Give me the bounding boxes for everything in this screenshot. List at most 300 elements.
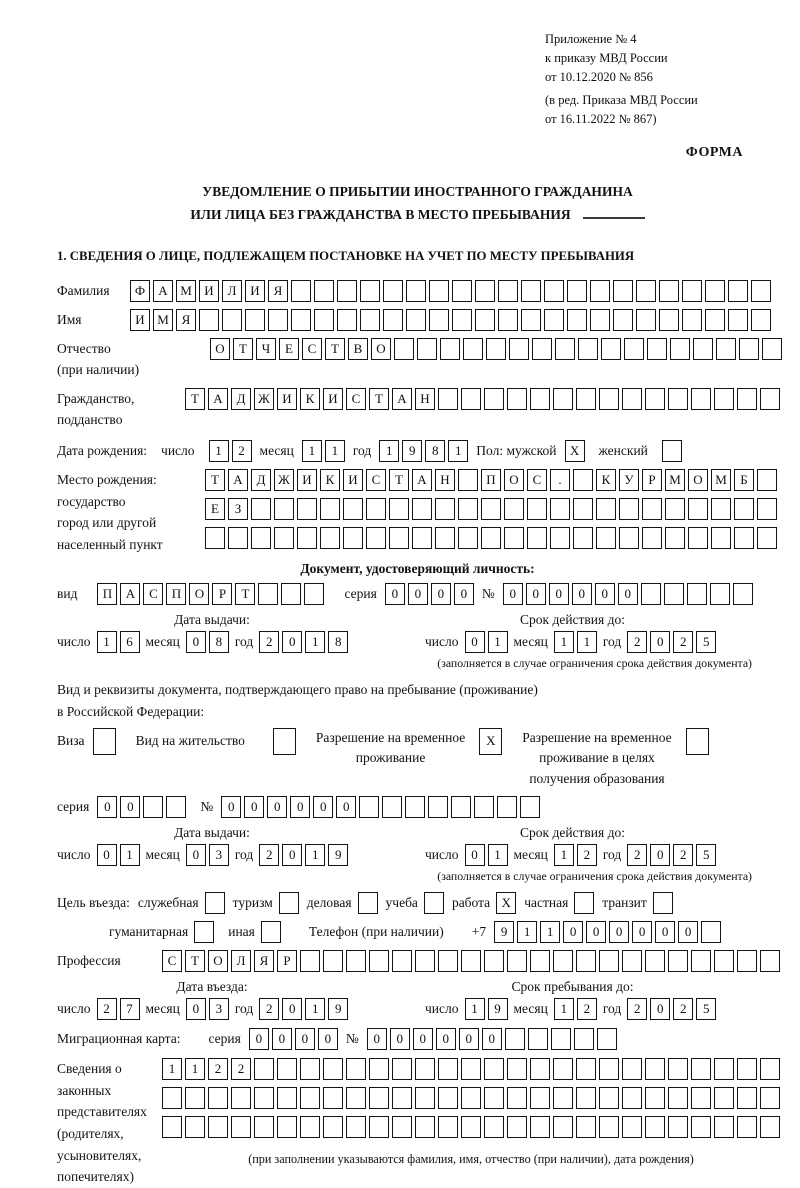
representatives-cell[interactable] xyxy=(185,1116,205,1138)
profession-cell[interactable]: О xyxy=(208,950,228,972)
stay-doc-number-cell[interactable]: 0 xyxy=(313,796,333,818)
representatives-cell[interactable] xyxy=(323,1058,343,1080)
entry-year-cell[interactable]: 9 xyxy=(328,998,348,1020)
birthdate-day-cell[interactable]: 1 xyxy=(209,440,229,462)
stay-doc-number-cell[interactable]: 0 xyxy=(290,796,310,818)
birthplace-cell[interactable] xyxy=(343,527,363,549)
valid-day-cell[interactable]: 0 xyxy=(465,631,485,653)
birthplace-cell[interactable] xyxy=(734,498,754,520)
profession-cell[interactable] xyxy=(530,950,550,972)
stay-doc-number-cell[interactable] xyxy=(382,796,402,818)
profession-cell[interactable] xyxy=(576,950,596,972)
birthplace-cell[interactable]: А xyxy=(228,469,248,491)
birthplace-cell[interactable] xyxy=(619,527,639,549)
profession-cell[interactable] xyxy=(760,950,780,972)
identity-doc-number-cell[interactable] xyxy=(733,583,753,605)
issue-month-cell[interactable]: 8 xyxy=(209,631,229,653)
profession-cell[interactable] xyxy=(507,950,527,972)
given-name-cell[interactable] xyxy=(383,309,403,331)
patronymic-cell[interactable] xyxy=(440,338,460,360)
surname-cell[interactable] xyxy=(337,280,357,302)
stay-doc-series-cell[interactable]: 0 xyxy=(120,796,140,818)
birthplace-cell[interactable]: М xyxy=(665,469,685,491)
citizenship-cell[interactable]: И xyxy=(323,388,343,410)
given-name-cell[interactable] xyxy=(360,309,380,331)
surname-cell[interactable] xyxy=(751,280,771,302)
representatives-cell[interactable] xyxy=(530,1116,550,1138)
representatives-cell[interactable] xyxy=(599,1058,619,1080)
representatives-cell[interactable] xyxy=(576,1087,596,1109)
birthplace-cell[interactable] xyxy=(412,527,432,549)
birthplace-cell[interactable]: А xyxy=(412,469,432,491)
surname-cell[interactable] xyxy=(291,280,311,302)
representatives-cell[interactable] xyxy=(622,1116,642,1138)
representatives-cell[interactable] xyxy=(254,1087,274,1109)
entry-day-cell[interactable]: 2 xyxy=(97,998,117,1020)
surname-cell[interactable] xyxy=(498,280,518,302)
identity-doc-kind-cell[interactable]: Т xyxy=(235,583,255,605)
given-name-cell[interactable] xyxy=(337,309,357,331)
birthplace-cell[interactable]: Р xyxy=(642,469,662,491)
birthplace-cell[interactable] xyxy=(596,527,616,549)
temp-residence-checkbox-cell[interactable]: X xyxy=(479,728,502,755)
representatives-cell[interactable] xyxy=(737,1087,757,1109)
migration-card-series-cell[interactable]: 0 xyxy=(249,1028,269,1050)
identity-doc-kind-cell[interactable]: С xyxy=(143,583,163,605)
given-name-cell[interactable] xyxy=(682,309,702,331)
representatives-cell[interactable] xyxy=(691,1058,711,1080)
given-name-cell[interactable] xyxy=(475,309,495,331)
surname-cell[interactable] xyxy=(705,280,725,302)
given-name-cell[interactable] xyxy=(245,309,265,331)
given-name-cell[interactable] xyxy=(728,309,748,331)
surname-cell[interactable]: Ф xyxy=(130,280,150,302)
issue-year-cell[interactable]: 1 xyxy=(305,631,325,653)
profession-cell[interactable] xyxy=(645,950,665,972)
representatives-cell[interactable] xyxy=(346,1058,366,1080)
identity-doc-number-cell[interactable]: 0 xyxy=(595,583,615,605)
birthplace-cell[interactable] xyxy=(297,498,317,520)
given-name-cell[interactable]: Я xyxy=(176,309,196,331)
identity-doc-number-cell[interactable]: 0 xyxy=(526,583,546,605)
entry-year-cell[interactable]: 0 xyxy=(282,998,302,1020)
patronymic-cell[interactable] xyxy=(739,338,759,360)
surname-cell[interactable]: А xyxy=(153,280,173,302)
valid-day-cell[interactable]: 0 xyxy=(465,844,485,866)
identity-doc-number-cell[interactable] xyxy=(641,583,661,605)
given-name-cell[interactable] xyxy=(314,309,334,331)
profession-cell[interactable] xyxy=(346,950,366,972)
migration-card-number-cell[interactable]: 0 xyxy=(413,1028,433,1050)
birthplace-cell[interactable] xyxy=(619,498,639,520)
representatives-cell[interactable] xyxy=(484,1116,504,1138)
identity-doc-kind-cell[interactable]: П xyxy=(166,583,186,605)
issue-month-cell[interactable]: 0 xyxy=(186,631,206,653)
birthplace-cell[interactable] xyxy=(504,498,524,520)
visa-checkbox-cell[interactable] xyxy=(93,728,116,755)
birthplace-cell[interactable] xyxy=(458,469,478,491)
surname-cell[interactable] xyxy=(475,280,495,302)
valid-year-cell[interactable]: 2 xyxy=(627,631,647,653)
representatives-cell[interactable] xyxy=(553,1087,573,1109)
patronymic-cell[interactable]: О xyxy=(210,338,230,360)
citizenship-cell[interactable]: Т xyxy=(369,388,389,410)
representatives-cell[interactable] xyxy=(254,1058,274,1080)
representatives-cell[interactable] xyxy=(185,1087,205,1109)
given-name-cell[interactable] xyxy=(498,309,518,331)
surname-cell[interactable] xyxy=(406,280,426,302)
birthplace-cell[interactable] xyxy=(573,498,593,520)
birthplace-cell[interactable] xyxy=(205,527,225,549)
birthplace-cell[interactable]: З xyxy=(228,498,248,520)
given-name-cell[interactable] xyxy=(199,309,219,331)
birthplace-cell[interactable] xyxy=(366,498,386,520)
stay-doc-number-cell[interactable]: 0 xyxy=(336,796,356,818)
patronymic-cell[interactable]: Ч xyxy=(256,338,276,360)
purpose-study-checkbox-cell[interactable] xyxy=(424,892,444,914)
representatives-cell[interactable] xyxy=(254,1116,274,1138)
given-name-cell[interactable] xyxy=(659,309,679,331)
given-name-cell[interactable] xyxy=(452,309,472,331)
patronymic-cell[interactable] xyxy=(509,338,529,360)
representatives-cell[interactable] xyxy=(668,1087,688,1109)
representatives-cell[interactable] xyxy=(737,1116,757,1138)
birthplace-cell[interactable] xyxy=(297,527,317,549)
citizenship-cell[interactable] xyxy=(507,388,527,410)
birthdate-year-cell[interactable]: 1 xyxy=(379,440,399,462)
identity-doc-series-cell[interactable]: 0 xyxy=(385,583,405,605)
purpose-other-checkbox-cell[interactable] xyxy=(261,921,281,943)
representatives-cell[interactable] xyxy=(277,1087,297,1109)
representatives-cell[interactable] xyxy=(668,1058,688,1080)
issue-month-cell[interactable]: 3 xyxy=(209,844,229,866)
migration-card-series-cell[interactable]: 0 xyxy=(295,1028,315,1050)
representatives-cell[interactable] xyxy=(507,1058,527,1080)
representatives-cell[interactable] xyxy=(438,1116,458,1138)
surname-cell[interactable] xyxy=(682,280,702,302)
patronymic-cell[interactable] xyxy=(670,338,690,360)
birthplace-cell[interactable] xyxy=(688,498,708,520)
valid-month-cell[interactable]: 1 xyxy=(554,631,574,653)
identity-doc-kind-cell[interactable]: О xyxy=(189,583,209,605)
representatives-cell[interactable] xyxy=(599,1116,619,1138)
patronymic-cell[interactable] xyxy=(417,338,437,360)
representatives-cell[interactable] xyxy=(461,1058,481,1080)
stay-day-cell[interactable]: 9 xyxy=(488,998,508,1020)
representatives-cell[interactable] xyxy=(208,1116,228,1138)
phone-digit-cell[interactable]: 0 xyxy=(632,921,652,943)
surname-cell[interactable]: И xyxy=(199,280,219,302)
identity-doc-number-cell[interactable] xyxy=(664,583,684,605)
birthdate-year-cell[interactable]: 8 xyxy=(425,440,445,462)
birthplace-cell[interactable] xyxy=(274,527,294,549)
citizenship-cell[interactable]: А xyxy=(208,388,228,410)
representatives-cell[interactable] xyxy=(484,1058,504,1080)
issue-day-cell[interactable]: 0 xyxy=(97,844,117,866)
surname-cell[interactable] xyxy=(728,280,748,302)
citizenship-cell[interactable] xyxy=(714,388,734,410)
representatives-cell[interactable] xyxy=(714,1058,734,1080)
issue-month-cell[interactable]: 0 xyxy=(186,844,206,866)
birthplace-cell[interactable] xyxy=(481,527,501,549)
birthplace-cell[interactable] xyxy=(412,498,432,520)
stay-month-cell[interactable]: 1 xyxy=(554,998,574,1020)
birthplace-cell[interactable] xyxy=(665,527,685,549)
representatives-cell[interactable] xyxy=(438,1058,458,1080)
given-name-cell[interactable]: М xyxy=(153,309,173,331)
migration-card-series-cell[interactable]: 0 xyxy=(318,1028,338,1050)
stay-doc-number-cell[interactable] xyxy=(451,796,471,818)
representatives-cell[interactable] xyxy=(415,1058,435,1080)
citizenship-cell[interactable] xyxy=(484,388,504,410)
citizenship-cell[interactable] xyxy=(691,388,711,410)
identity-doc-number-cell[interactable]: 0 xyxy=(549,583,569,605)
surname-cell[interactable]: Л xyxy=(222,280,242,302)
identity-doc-number-cell[interactable] xyxy=(687,583,707,605)
profession-cell[interactable] xyxy=(300,950,320,972)
representatives-cell[interactable] xyxy=(415,1116,435,1138)
migration-card-number-cell[interactable] xyxy=(505,1028,525,1050)
birthplace-cell[interactable]: Е xyxy=(205,498,225,520)
stay-doc-number-cell[interactable] xyxy=(520,796,540,818)
given-name-cell[interactable] xyxy=(590,309,610,331)
issue-day-cell[interactable]: 1 xyxy=(120,844,140,866)
birthplace-cell[interactable] xyxy=(320,498,340,520)
patronymic-cell[interactable] xyxy=(601,338,621,360)
birthplace-cell[interactable]: К xyxy=(320,469,340,491)
citizenship-cell[interactable]: К xyxy=(300,388,320,410)
given-name-cell[interactable] xyxy=(291,309,311,331)
birthplace-cell[interactable]: М xyxy=(711,469,731,491)
stay-year-cell[interactable]: 2 xyxy=(627,998,647,1020)
representatives-cell[interactable] xyxy=(300,1087,320,1109)
citizenship-cell[interactable] xyxy=(461,388,481,410)
surname-cell[interactable] xyxy=(636,280,656,302)
phone-digit-cell[interactable]: 1 xyxy=(540,921,560,943)
phone-digit-cell[interactable]: 1 xyxy=(517,921,537,943)
purpose-business-checkbox-cell[interactable] xyxy=(358,892,378,914)
patronymic-cell[interactable]: Т xyxy=(325,338,345,360)
representatives-cell[interactable] xyxy=(162,1116,182,1138)
patronymic-cell[interactable] xyxy=(716,338,736,360)
birthplace-cell[interactable]: Б xyxy=(734,469,754,491)
profession-cell[interactable] xyxy=(691,950,711,972)
representatives-cell[interactable]: 2 xyxy=(208,1058,228,1080)
profession-cell[interactable] xyxy=(737,950,757,972)
birthplace-cell[interactable] xyxy=(389,527,409,549)
phone-digit-cell[interactable]: 0 xyxy=(563,921,583,943)
representatives-cell[interactable] xyxy=(668,1116,688,1138)
purpose-official-checkbox-cell[interactable] xyxy=(205,892,225,914)
purpose-work-checkbox-cell[interactable]: X xyxy=(496,892,516,914)
representatives-cell[interactable] xyxy=(530,1087,550,1109)
birthplace-cell[interactable] xyxy=(504,527,524,549)
patronymic-cell[interactable] xyxy=(555,338,575,360)
representatives-cell[interactable] xyxy=(760,1087,780,1109)
representatives-cell[interactable] xyxy=(438,1087,458,1109)
phone-digit-cell[interactable]: 0 xyxy=(655,921,675,943)
surname-cell[interactable] xyxy=(360,280,380,302)
surname-cell[interactable] xyxy=(544,280,564,302)
stay-day-cell[interactable]: 1 xyxy=(465,998,485,1020)
birthplace-cell[interactable] xyxy=(573,527,593,549)
patronymic-cell[interactable]: Т xyxy=(233,338,253,360)
representatives-cell[interactable] xyxy=(208,1087,228,1109)
representatives-cell[interactable] xyxy=(645,1058,665,1080)
birthplace-cell[interactable]: И xyxy=(297,469,317,491)
birthdate-month-cell[interactable]: 1 xyxy=(325,440,345,462)
surname-cell[interactable] xyxy=(567,280,587,302)
representatives-cell[interactable] xyxy=(277,1116,297,1138)
surname-cell[interactable] xyxy=(452,280,472,302)
citizenship-cell[interactable] xyxy=(737,388,757,410)
patronymic-cell[interactable] xyxy=(647,338,667,360)
birthplace-cell[interactable] xyxy=(343,498,363,520)
stay-doc-number-cell[interactable]: 0 xyxy=(267,796,287,818)
stay-doc-series-cell[interactable] xyxy=(166,796,186,818)
given-name-cell[interactable] xyxy=(521,309,541,331)
citizenship-cell[interactable] xyxy=(530,388,550,410)
valid-month-cell[interactable]: 1 xyxy=(554,844,574,866)
stay-year-cell[interactable]: 2 xyxy=(673,998,693,1020)
representatives-cell[interactable] xyxy=(714,1087,734,1109)
representatives-cell[interactable] xyxy=(760,1058,780,1080)
representatives-cell[interactable] xyxy=(622,1058,642,1080)
issue-day-cell[interactable]: 6 xyxy=(120,631,140,653)
migration-card-number-cell[interactable] xyxy=(528,1028,548,1050)
representatives-cell[interactable] xyxy=(553,1116,573,1138)
citizenship-cell[interactable] xyxy=(668,388,688,410)
birthplace-cell[interactable]: П xyxy=(481,469,501,491)
representatives-cell[interactable] xyxy=(576,1058,596,1080)
birthplace-cell[interactable]: Т xyxy=(389,469,409,491)
patronymic-cell[interactable] xyxy=(486,338,506,360)
birthplace-cell[interactable] xyxy=(665,498,685,520)
representatives-cell[interactable] xyxy=(484,1087,504,1109)
birthplace-cell[interactable]: Ж xyxy=(274,469,294,491)
issue-day-cell[interactable]: 1 xyxy=(97,631,117,653)
issue-year-cell[interactable]: 2 xyxy=(259,844,279,866)
birthplace-cell[interactable]: Н xyxy=(435,469,455,491)
patronymic-cell[interactable]: Е xyxy=(279,338,299,360)
issue-year-cell[interactable]: 8 xyxy=(328,631,348,653)
surname-cell[interactable]: Я xyxy=(268,280,288,302)
representatives-cell[interactable] xyxy=(369,1087,389,1109)
citizenship-cell[interactable] xyxy=(622,388,642,410)
surname-cell[interactable] xyxy=(429,280,449,302)
given-name-cell[interactable] xyxy=(406,309,426,331)
identity-doc-kind-cell[interactable] xyxy=(258,583,278,605)
stay-doc-series-cell[interactable] xyxy=(143,796,163,818)
birthplace-cell[interactable]: И xyxy=(343,469,363,491)
birthplace-cell[interactable] xyxy=(642,527,662,549)
birthplace-cell[interactable] xyxy=(596,498,616,520)
profession-cell[interactable] xyxy=(484,950,504,972)
representatives-cell[interactable] xyxy=(231,1087,251,1109)
entry-day-cell[interactable]: 7 xyxy=(120,998,140,1020)
representatives-cell[interactable] xyxy=(300,1058,320,1080)
representatives-cell[interactable] xyxy=(162,1087,182,1109)
citizenship-cell[interactable]: С xyxy=(346,388,366,410)
representatives-cell[interactable] xyxy=(369,1058,389,1080)
phone-digit-cell[interactable]: 0 xyxy=(609,921,629,943)
representatives-cell[interactable] xyxy=(461,1116,481,1138)
birthdate-year-cell[interactable]: 9 xyxy=(402,440,422,462)
birthplace-cell[interactable]: Д xyxy=(251,469,271,491)
representatives-cell[interactable] xyxy=(760,1116,780,1138)
representatives-cell[interactable] xyxy=(737,1058,757,1080)
citizenship-cell[interactable]: А xyxy=(392,388,412,410)
profession-cell[interactable] xyxy=(622,950,642,972)
citizenship-cell[interactable] xyxy=(599,388,619,410)
issue-year-cell[interactable]: 2 xyxy=(259,631,279,653)
valid-day-cell[interactable]: 1 xyxy=(488,631,508,653)
migration-card-number-cell[interactable]: 0 xyxy=(390,1028,410,1050)
migration-card-number-cell[interactable]: 0 xyxy=(459,1028,479,1050)
migration-card-number-cell[interactable]: 0 xyxy=(436,1028,456,1050)
representatives-cell[interactable] xyxy=(392,1058,412,1080)
surname-cell[interactable] xyxy=(383,280,403,302)
patronymic-cell[interactable]: С xyxy=(302,338,322,360)
representatives-cell[interactable] xyxy=(277,1058,297,1080)
birthplace-cell[interactable] xyxy=(435,527,455,549)
valid-month-cell[interactable]: 2 xyxy=(577,844,597,866)
valid-month-cell[interactable]: 1 xyxy=(577,631,597,653)
entry-month-cell[interactable]: 3 xyxy=(209,998,229,1020)
patronymic-cell[interactable]: В xyxy=(348,338,368,360)
representatives-cell[interactable] xyxy=(231,1116,251,1138)
patronymic-cell[interactable] xyxy=(532,338,552,360)
citizenship-cell[interactable] xyxy=(576,388,596,410)
given-name-cell[interactable] xyxy=(751,309,771,331)
birthplace-cell[interactable]: Т xyxy=(205,469,225,491)
given-name-cell[interactable] xyxy=(544,309,564,331)
surname-cell[interactable] xyxy=(314,280,334,302)
valid-year-cell[interactable]: 5 xyxy=(696,844,716,866)
birthplace-cell[interactable]: У xyxy=(619,469,639,491)
representatives-cell[interactable] xyxy=(346,1087,366,1109)
valid-year-cell[interactable]: 2 xyxy=(673,844,693,866)
stay-month-cell[interactable]: 2 xyxy=(577,998,597,1020)
sex-male-checkbox-cell[interactable]: X xyxy=(565,440,585,462)
stay-year-cell[interactable]: 0 xyxy=(650,998,670,1020)
identity-doc-kind-cell[interactable]: Р xyxy=(212,583,232,605)
birthplace-cell[interactable] xyxy=(711,527,731,549)
patronymic-cell[interactable] xyxy=(463,338,483,360)
valid-year-cell[interactable]: 0 xyxy=(650,844,670,866)
representatives-cell[interactable] xyxy=(530,1058,550,1080)
stay-doc-number-cell[interactable]: 0 xyxy=(221,796,241,818)
representatives-cell[interactable] xyxy=(415,1087,435,1109)
phone-digit-cell[interactable]: 0 xyxy=(586,921,606,943)
representatives-cell[interactable] xyxy=(622,1087,642,1109)
issue-year-cell[interactable]: 0 xyxy=(282,631,302,653)
birthplace-cell[interactable] xyxy=(757,498,777,520)
representatives-cell[interactable]: 2 xyxy=(231,1058,251,1080)
surname-cell[interactable]: И xyxy=(245,280,265,302)
citizenship-cell[interactable] xyxy=(645,388,665,410)
representatives-cell[interactable] xyxy=(346,1116,366,1138)
birthplace-cell[interactable]: О xyxy=(688,469,708,491)
birthplace-cell[interactable] xyxy=(458,498,478,520)
stay-doc-number-cell[interactable]: 0 xyxy=(244,796,264,818)
patronymic-cell[interactable] xyxy=(624,338,644,360)
birthplace-cell[interactable] xyxy=(550,498,570,520)
entry-year-cell[interactable]: 1 xyxy=(305,998,325,1020)
birthplace-cell[interactable] xyxy=(734,527,754,549)
representatives-cell[interactable] xyxy=(599,1087,619,1109)
birthdate-year-cell[interactable]: 1 xyxy=(448,440,468,462)
